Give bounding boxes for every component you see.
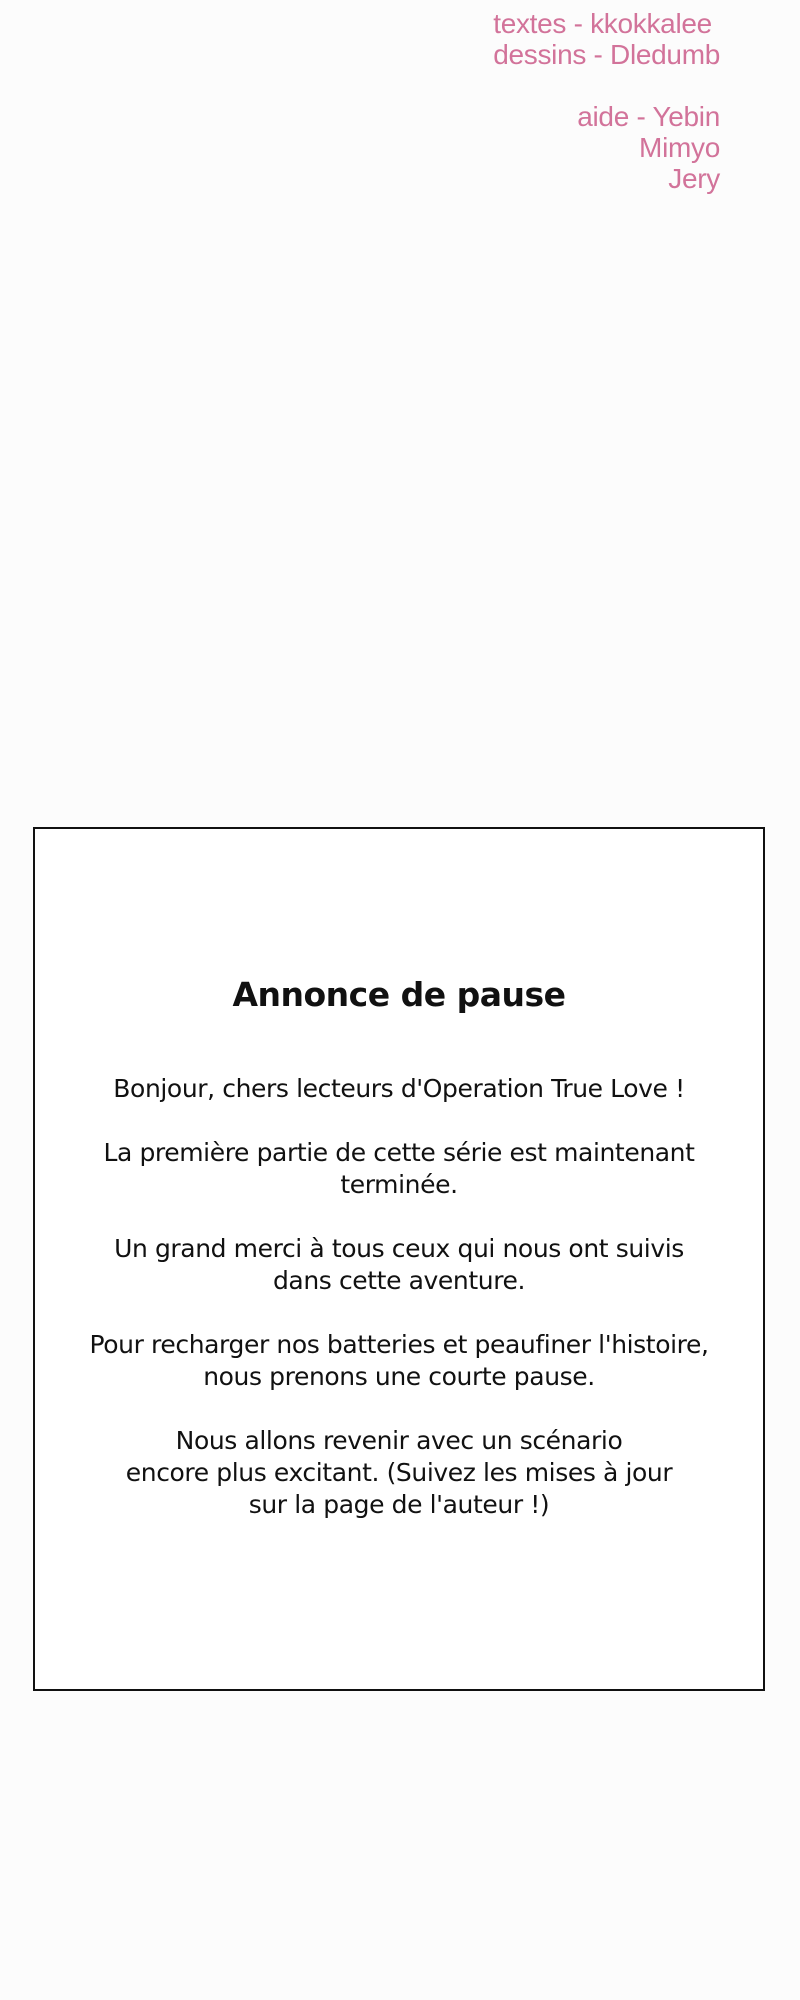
notice-paragraph — [35, 1073, 763, 1105]
notice-line: terminée. — [340, 1170, 458, 1199]
notice-paragraph — [35, 1137, 763, 1201]
notice-line: sur la page de l'auteur !) — [248, 1490, 550, 1519]
credit-helper: Mimyo — [639, 132, 720, 163]
hiatus-notice-box — [33, 827, 765, 1691]
credits-assistants — [577, 101, 720, 194]
notice-line: La première partie de cette série est maintenant — [103, 1138, 695, 1167]
notice-line: encore plus excitant. (Suivez les mises à jour — [125, 1458, 673, 1487]
notice-paragraph — [35, 1329, 763, 1393]
notice-paragraph — [35, 1233, 763, 1297]
notice-line: Nous allons revenir avec un scénario — [175, 1426, 623, 1455]
notice-paragraph — [35, 1425, 763, 1521]
notice-title: Annonce de pause — [232, 975, 566, 1014]
notice-body — [35, 1073, 763, 1553]
credit-help-line: aide - Yebin — [577, 101, 720, 132]
notice-line: Pour recharger nos batteries et peaufiner l'histoire, — [89, 1330, 709, 1359]
notice-line: Un grand merci à tous ceux qui nous ont suivis — [114, 1234, 684, 1263]
credit-helper: Jery — [668, 163, 720, 194]
notice-line: Bonjour, chers lecteurs d'Operation True Love ! — [113, 1074, 685, 1103]
notice-line: dans cette aventure. — [272, 1266, 526, 1295]
credit-text-author: textes - kkokkalee — [493, 8, 712, 39]
notice-line: nous prenons une courte pause. — [203, 1362, 595, 1391]
credits-main — [493, 8, 720, 70]
credit-art-author: dessins - Dledumb — [493, 39, 720, 70]
